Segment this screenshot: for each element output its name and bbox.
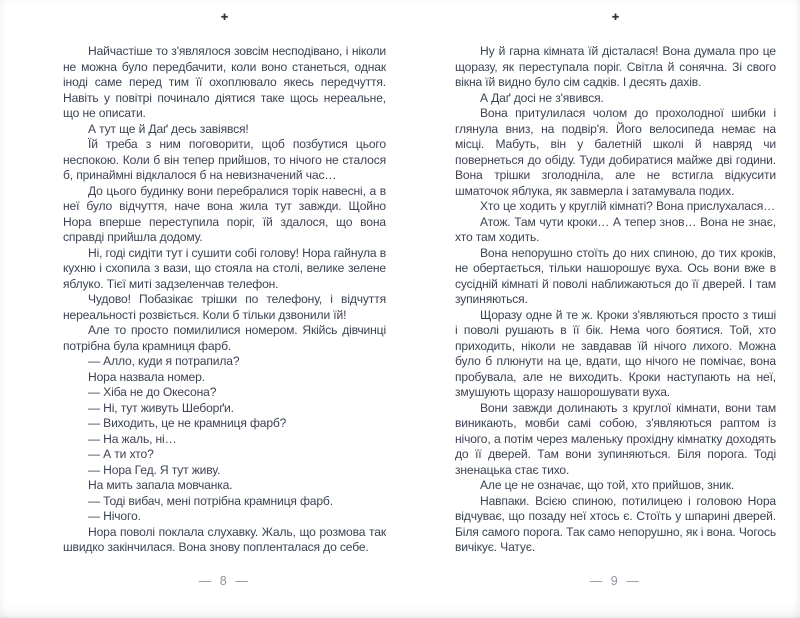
paragraph: — Ні, тут живуть Шеборґи. (88, 400, 234, 415)
ornament-icon: ✚ (611, 12, 620, 22)
paragraph: — На жаль, ні… (88, 431, 177, 446)
paragraph: Атож. Там чути кроки… А тепер знов… Вона не знає, хто там ходить. (455, 214, 776, 244)
paragraph: Нора поволі поклала слухавку. Жаль, що розмова так швидко закінчилася. Вона знову попленталася до себе. (63, 524, 386, 554)
paragraph: Їй треба з ним поговорити, щоб позбутися цього неспокою. Коли б він тепер прийшов, то нічого не сталося б, принаймні відклалося б на невизначений час… (63, 137, 386, 182)
page-text (455, 44, 776, 556)
paragraph: Нора назвала номер. (88, 369, 205, 384)
page-text (63, 44, 386, 556)
paragraph: Вона притулилася чолом до прохолодної шибки і глянула вниз, на подвір'я. Його велосипеда немає на місці. Мабуть, він у балетній школі й навряд чи повернеться до обіду. Туди добиратися майже дві години. Вона трішки зголодніла, але не встигла відкусити шматочок яблука, як завмерла і затамувала подих. (455, 106, 776, 198)
paragraph: — Алло, куди я потрапила? (88, 354, 240, 368)
paragraph: Але то просто помилилися номером. Якійсь дівчинці потрібна була крамниця фарб. (63, 323, 386, 353)
paragraph: — Нічого. (88, 509, 141, 523)
paragraph: Ні, годі сидіти тут і сушити собі голову! Нора гайнула в кухню і схопила з вази, що стояла на столі, велике зелене яблуко. Тієї миті задзеленчав телефон. (63, 245, 386, 291)
book-page-left (63, 0, 386, 618)
paragraph: — А ти хто? (88, 447, 154, 461)
paragraph: Хто це ходить у круглій кімнаті? Вона прислухалася… (480, 199, 776, 213)
paragraph: На мить запала мовчанка. (88, 478, 233, 492)
paragraph: — Хіба не до Окесона? (88, 385, 217, 399)
page-number: — 9 — (589, 574, 642, 588)
paragraph: А тут ще й Даґ десь завіявся! (88, 121, 249, 136)
paragraph: Але це не означає, що той, хто прийшов, зник. (480, 478, 735, 492)
paragraph: Чудово! Побазікає трішки по телефону, і відчуття нереальності розвіється. Коли б тільки дзвонили їй! (63, 292, 386, 322)
book-page-right (455, 0, 776, 618)
paragraph: Вони завжди долинають з круглої кімнати, вони там виникають, мовби самі собою, з'являються раптом із нічого, а потім через маленьку прохідну кімнатку доходять до її дверей. Там вони зупиняються. Біля порога. Тоді зненацька стає тихо. (455, 400, 776, 477)
paragraph: Найчастіше то з'являлося зовсім несподівано, і ніколи не можна було передбачити, коли воно станеться, однак іноді саме перед тим її охоплювало якесь передчуття. Навіть у повітрі починало діятися таке щось нереальне, що не описати. (63, 44, 386, 120)
paragraph: Ну й гарна кімната їй дісталася! Вона думала про це щоразу, як переступала поріг. Світла й сонячна. Зі свого вікна їй видно було сім садків. І десять дахів. (455, 44, 776, 89)
paragraph: — Виходить, це не крамниця фарб? (88, 416, 287, 430)
paragraph: А Даґ досі не з'явився. (480, 90, 604, 105)
paragraph: — Нора Гед. Я тут живу. (88, 462, 221, 477)
page-number: — 8 — (198, 574, 251, 588)
paragraph: — Тоді вибач, мені потрібна крамниця фарб. (88, 493, 333, 508)
paragraph: До цього будинку вони перебралися торік навесні, а в неї було відчуття, наче вона жила тут завжди. Щойно Нора вперше переступила поріг, їй здалося, що вона справді прийшла додому. (63, 183, 386, 244)
ornament-icon: ✚ (220, 12, 229, 22)
paragraph: Щоразу одне й те ж. Кроки з'являються просто з тиші і поволі рушають в її бік. Нема чого боятися. Той, хто приходить, ніколи не завдавав їй нічого лихого. Можна було б плюнути на це, вдати, що нічого не помічає, вона пробувала, але не виходить. Кроки наступають на неї, змушують щоразу нашорошувати вуха. (455, 307, 776, 399)
paragraph: Вона непорушно стоїть до них спиною, до тих кроків, не обертається, тільки нашорошує вуха. Ось вони вже в сусідній кімнаті й поволі наближаються до її дверей. І там зупиняються. (455, 245, 776, 306)
paragraph: Навпаки. Всією спиною, потилицею і головою Нора відчуває, що позаду неї хтось є. Стоїть у шпарині дверей. Біля самого порога. Так само непорушно, як і вона. Чогось вичікує. Чатує. (455, 493, 776, 554)
